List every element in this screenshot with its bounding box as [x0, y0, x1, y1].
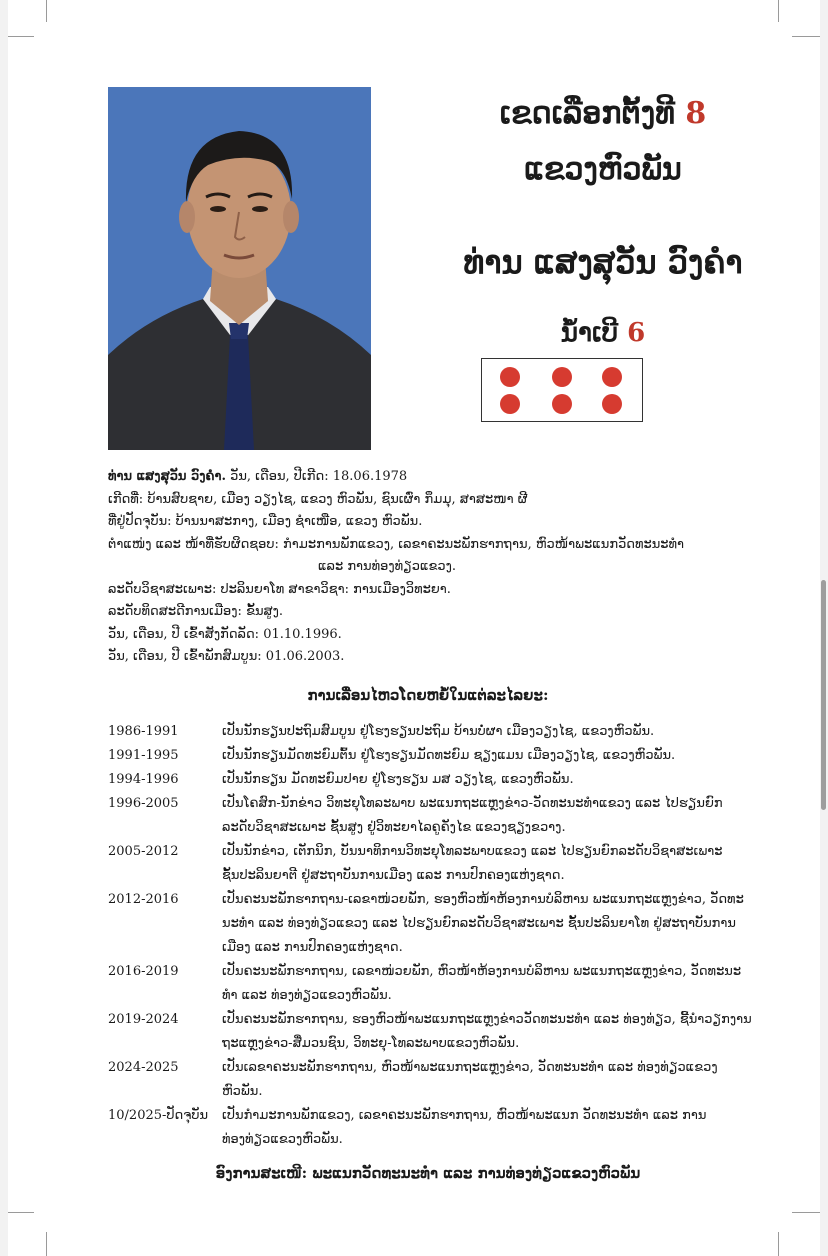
timeline-line: ທ່ອງທ່ຽວແຂວງຫົວພັນ. [222, 1132, 343, 1147]
ballot-number: 6 [627, 318, 646, 348]
timeline-row [108, 1056, 758, 1104]
crop-mark [8, 1212, 34, 1213]
bio-line: ວັນ, ເດືອນ, ປີ ເຂົ້າພັກສົມບູນ: 01.06.2003. [108, 649, 345, 664]
timeline-description [222, 960, 758, 1008]
dot-icon [500, 394, 520, 414]
candidate-name: ທ່ານ ແສງສຸວັນ ວົງຄຳ [463, 243, 743, 281]
timeline-line: ເປັນນັກຂ່າວ, ເຕັກນິກ, ບັນນາທິການວິທະຍຸໂທລະພາບແຂວງ ແລະ ໄປຮຽນຍົກລະດັບວິຊາສະເພາະ [222, 844, 723, 859]
bio-line: ລະດັບທິດສະດີການເມືອງ: ຂັ້ນສູງ. [108, 604, 284, 619]
ballot-number-dots [481, 358, 643, 422]
district-heading: ເຂດເລືອກຕັ້ງທີ 8 [499, 96, 707, 131]
dot-icon [602, 367, 622, 387]
timeline-line: ລະດັບວິຊາສະເພາະ ຊັ້ນສູງ ຢູ່ວິທະຍາໄລຄູຄັງໄຂ ແຂວງຊຽງຂວາງ. [222, 820, 566, 835]
timeline-period: 1996-2005 [108, 796, 179, 811]
district-number: 8 [685, 96, 707, 131]
timeline-row [108, 840, 758, 888]
bio-name: ທ່ານ ແສງສຸວັນ ວົງຄຳ. [108, 469, 226, 484]
timeline-period: 1986-1991 [108, 724, 179, 739]
timeline-description [222, 1008, 758, 1056]
timeline-description [222, 744, 758, 768]
bio-line: ລະດັບວິຊາສະເພາະ: ປະລິນຍາໂທ ສາຂາວິຊາ: ການເມືອງວິທະຍາ. [108, 581, 451, 597]
bio-line: ແລະ ການທ່ອງທ່ຽວແຂວງ. [318, 559, 457, 574]
timeline-line: ເປັນກຳມະການພັກແຂວງ, ເລຂາຄະນະພັກຮາກຖານ, ຫົວໜ້າພະແນກ ວັດທະນະທຳ ແລະ ການ [222, 1108, 707, 1123]
ballot-number-heading: ນໍ້າເບີ 6 [560, 318, 646, 348]
timeline-description [222, 1104, 758, 1152]
timeline-description [222, 840, 758, 888]
dot-icon [552, 367, 572, 387]
bio-line: ວັນ, ເດືອນ, ປີ ເຂົ້າສັງກັດລັດ: 01.10.1996. [108, 626, 342, 642]
timeline-description [222, 792, 758, 840]
timeline-line: ເປັນນັກຮຽນປະຖົມສົມບູນ ຢູ່ໂຮງຮຽນປະຖົມ ບ້ານບໍ່ຜາ ເມືອງວຽງໄຊ, ແຂວງຫົວພັນ. [222, 724, 655, 739]
province-heading: ແຂວງຫົວພັນ [524, 152, 682, 187]
crop-mark [778, 1232, 779, 1256]
document-page [8, 0, 820, 1256]
bio-line: ເກີດທີ່: ບ້ານສົບຊາຍ, ເມືອງ ວຽງໄຊ, ແຂວງ ຫົວພັນ, ຊົນເຜົ່າ ກຶມມຸ, ສາສະໜາ ຜີ [108, 491, 528, 507]
timeline-row [108, 1008, 758, 1056]
crop-mark [46, 1232, 47, 1256]
timeline-row [108, 960, 758, 1008]
timeline-period: 10/2025-ປັດຈຸບັນ [108, 1108, 209, 1123]
proposer-footer: ອົງການສະເໜີ: ພະແນກວັດທະນະທຳ ແລະ ການທ່ອງທ່ຽວແຂວງຫົວພັນ [215, 1164, 641, 1182]
dot-icon [602, 394, 622, 414]
timeline-row [108, 1104, 758, 1152]
timeline-period: 1994-1996 [108, 772, 179, 787]
biography [108, 466, 748, 669]
timeline-period: 2024-2025 [108, 1060, 179, 1075]
crop-mark [792, 36, 820, 37]
crop-mark [792, 1212, 820, 1213]
timeline-line: ເມືອງ ແລະ ການປົກຄອງແຫ່ງຊາດ. [222, 940, 403, 955]
timeline-line: ຫົວພັນ. [222, 1084, 263, 1099]
timeline-description [222, 888, 758, 960]
timeline-row [108, 720, 758, 744]
dot-icon [552, 394, 572, 414]
timeline-period: 2016-2019 [108, 964, 179, 979]
timeline-line: ເປັນນັກຮຽນມັດທະຍົມຕົ້ນ ຢູ່ໂຮງຮຽນມັດທະຍົມ ຊຽງແມນ ເມືອງວຽງໄຊ, ແຂວງຫົວພັນ. [222, 748, 676, 763]
timeline-line: ເປັນໂຄສົກ-ນັກຂ່າວ ວິທະຍຸໂທລະພາບ ພະແນກຖະແຫຼງຂ່າວ-ວັດທະນະທຳແຂວງ ແລະ ໄປຮຽນຍົກ [222, 796, 723, 811]
timeline-line: ຖະແຫຼງຂ່າວ-ສື່ມວນຊົນ, ວິທະຍຸ-ໂທລະພາບແຂວງຫົວພັນ. [222, 1036, 520, 1051]
timeline-description [222, 768, 758, 792]
timeline-period: 2019-2024 [108, 1012, 179, 1027]
bio-line: ທ່ານ ແສງສຸວັນ ວົງຄຳ. ວັນ, ເດືອນ, ປີເກີດ: 18.06.1978 [108, 469, 408, 484]
crop-mark [46, 0, 47, 22]
section-title: ການເລື່ອນໄຫວໂດຍຫຍໍ້ໃນແຕ່ລະໄລຍະ: [307, 686, 549, 704]
timeline-description [222, 1056, 758, 1104]
scrollbar[interactable] [821, 580, 826, 810]
timeline-line: ເປັນນັກຮຽນ ມັດທະຍົມປາຍ ຢູ່ໂຮງຮຽນ ມສ ວຽງໄຊ, ແຂວງຫົວພັນ. [222, 772, 574, 787]
portrait-photo [108, 87, 371, 450]
timeline-row [108, 792, 758, 840]
timeline-line: ເປັນຄະນະພັກຮາກຖານ, ຮອງຫົວໜ້າພະແນກຖະແຫຼງຂ່າວວັດທະນະທຳ ແລະ ທ່ອງທ່ຽວ, ຊີ້ນຳວຽກງານ [222, 1012, 752, 1027]
timeline-line: ທຳ ແລະ ທ່ອງທ່ຽວແຂວງຫົວພັນ. [222, 988, 392, 1003]
timeline-row [108, 768, 758, 792]
career-timeline [108, 720, 758, 1152]
timeline-period: 2005-2012 [108, 844, 179, 859]
timeline-line: ເປັນຄະນະພັກຮາກຖານ, ເລຂາໜ່ວຍພັກ, ຫົວໜ້າຫ້ອງການບໍລິຫານ ພະແນກຖະແຫຼງຂ່າວ, ວັດທະນະ [222, 964, 742, 979]
dot-icon [500, 367, 520, 387]
timeline-row [108, 744, 758, 768]
timeline-description [222, 720, 758, 744]
crop-mark [778, 0, 779, 22]
portrait-photo-icon [108, 87, 371, 450]
timeline-line: ຊັ້ນປະລິນຍາຕີ ຢູ່ສະຖາບັນການເມືອງ ແລະ ການປົກຄອງແຫ່ງຊາດ. [222, 868, 565, 883]
timeline-line: ນະທຳ ແລະ ທ່ອງທ່ຽວແຂວງ ແລະ ໄປຮຽນຍົກລະດັບວິຊາສະເພາະ ຊັ້ນປະລິນຍາໂທ ຢູ່ສະຖາບັນການ [222, 916, 736, 931]
bio-line: ຕໍາແໜ່ງ ແລະ ໜ້າທີ່ຮັບຜິດຊອບ: ກຳມະການພັກແຂວງ, ເລຂາຄະນະພັກຮາກຖານ, ຫົວໜ້າພະແນກວັດທະນະທຳ [108, 536, 685, 552]
timeline-period: 1991-1995 [108, 748, 179, 763]
crop-mark [8, 36, 34, 37]
timeline-line: ເປັນເລຂາຄະນະພັກຮາກຖານ, ຫົວໜ້າພະແນກຖະແຫຼງຂ່າວ, ວັດທະນະທຳ ແລະ ທ່ອງທ່ຽວແຂວງ [222, 1060, 718, 1075]
bio-line: ທີ່ຢູ່ປັດຈຸບັນ: ບ້ານນາສະກາງ, ເມືອງ ຊຳເໜືອ, ແຂວງ ຫົວພັນ. [108, 514, 423, 529]
timeline-row [108, 888, 758, 960]
timeline-line: ເປັນຄະນະພັກຮາກຖານ-ເລຂາໜ່ວຍພັກ, ຮອງຫົວໜ້າຫ້ອງການບໍລິຫານ ພະແນກຖະແຫຼງຂ່າວ, ວັດທະ [222, 892, 744, 907]
timeline-period: 2012-2016 [108, 892, 179, 907]
